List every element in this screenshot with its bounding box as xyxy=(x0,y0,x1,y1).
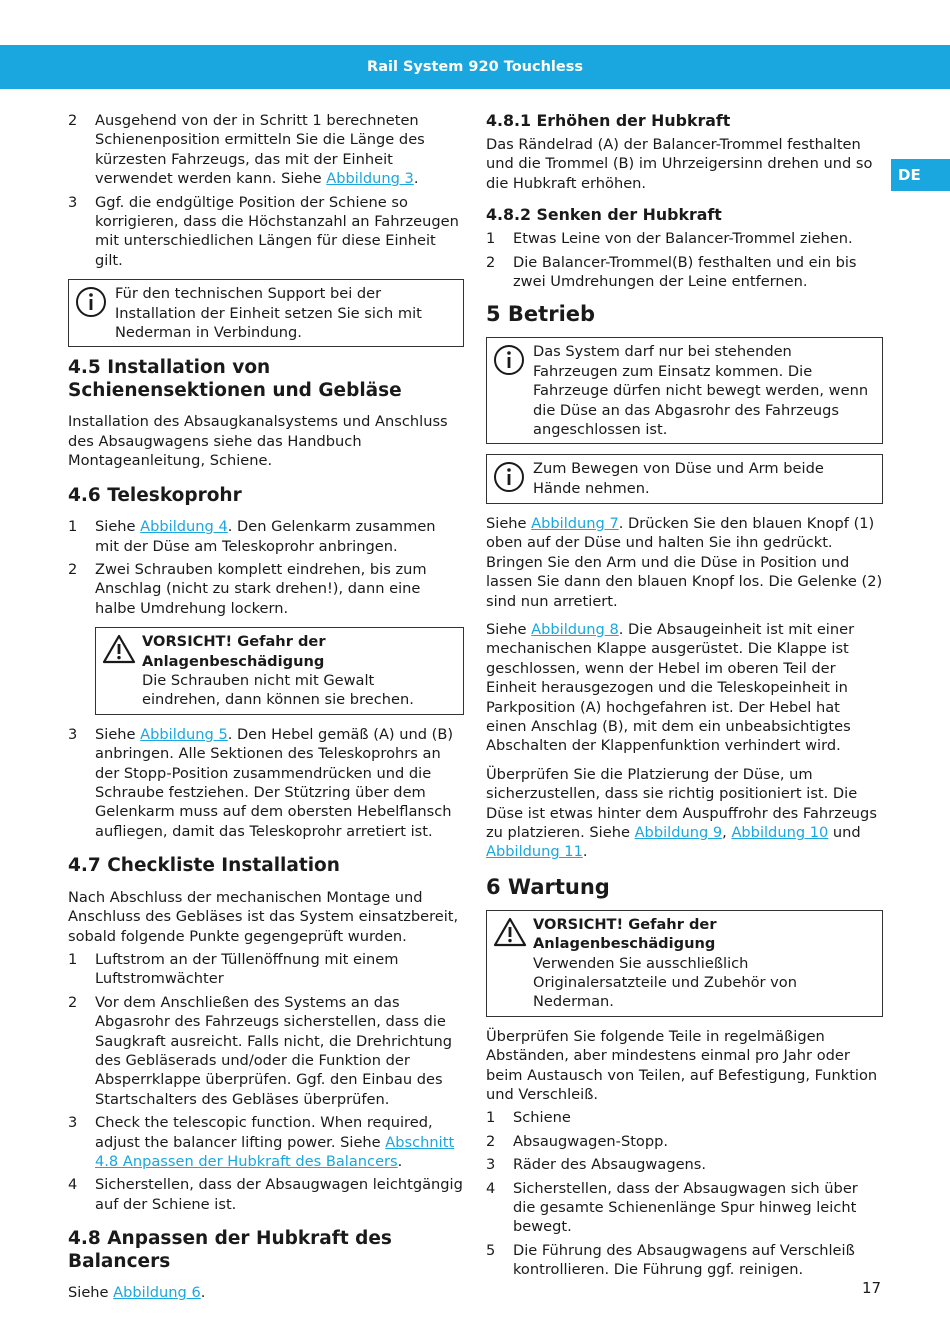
list-item xyxy=(68,725,464,841)
document-header xyxy=(0,45,950,89)
list-item xyxy=(486,1155,883,1174)
info-text: Zum Bewegen von Düse und Arm beide Hände nehmen. xyxy=(533,460,824,497)
info-box xyxy=(68,279,464,347)
warning-icon xyxy=(493,915,533,1012)
language-tab: DE xyxy=(891,159,950,191)
figure-link[interactable]: Abbildung 4 xyxy=(140,518,228,536)
left-column xyxy=(68,111,464,1312)
maintenance-list xyxy=(486,1108,883,1279)
item-number: 2 xyxy=(68,993,78,1011)
figure-link[interactable]: Abbildung 9 xyxy=(634,823,723,841)
item-text: Vor dem Anschließen des Systems an das Abgasrohr des Fahrzeugs sicherstellen, dass die Saugkraft ausreicht. Falls nicht, die Drehrichtung des Gebläserads und/oder die Funktion der Absperrklappe überprüfen. Ggf. den Einbau des Startschalters des Gebläses überprüfen. xyxy=(95,993,452,1108)
list-item xyxy=(486,253,883,292)
item-number: 2 xyxy=(486,253,496,271)
figure-link[interactable]: Abbildung 6 xyxy=(113,1284,201,1302)
list-item xyxy=(486,1132,883,1151)
warning-icon xyxy=(102,632,142,710)
item-text: Zwei Schrauben komplett eindrehen, bis zum Anschlag (nicht zu stark drehen!), dann eine halbe Umdrehung lockern. xyxy=(95,561,427,617)
figure-link[interactable]: Abbildung 5 xyxy=(140,725,228,743)
paragraph: Siehe Abbildung 7. Drücken Sie den blauen Knopf (1) oben auf der Düse und halten Sie ihn gedrückt. Bringen Sie den Arm und die Düse in Position und lassen Sie dann den blauen Knopf los. Die Gelenke (2) sind nun arretiert. xyxy=(486,514,883,610)
item-number: 2 xyxy=(68,561,78,578)
item-text: Die Führung des Absaugwagens auf Verschleiß kontrollieren. Die Führung ggf. reinigen. xyxy=(513,1241,855,1279)
caution-title: VORSICHT! Gefahr der Anlagenbeschädigung xyxy=(142,633,326,670)
item-text: Sicherstellen, dass der Absaugwagen sich über die gesamte Schienenlänge Spur hinweg leicht bewegt. xyxy=(513,1179,858,1236)
item-text: Etwas Leine von der Balancer-Trommel ziehen. xyxy=(513,230,853,248)
right-column xyxy=(486,111,883,1289)
list-item xyxy=(486,229,883,248)
section-heading: 4.8 Anpassen der Hubkraft des Balancers xyxy=(68,1228,392,1272)
item-number: 4 xyxy=(68,1176,78,1194)
item-text: Sicherstellen, dass der Absaugwagen leichtgängig auf der Schiene ist. xyxy=(95,1176,463,1213)
item-text: Schiene xyxy=(513,1109,571,1127)
list-item xyxy=(68,1113,464,1171)
item-number: 3 xyxy=(68,725,78,743)
item-number: 3 xyxy=(68,193,78,211)
item-text: Luftstrom an der Tüllenöffnung mit einem Luftstromwächter xyxy=(95,951,399,988)
section-link[interactable]: Abschnitt 4.8 Anpassen der Hubkraft des Balancers xyxy=(95,1133,455,1171)
item-number: 1 xyxy=(486,1109,496,1127)
figure-link[interactable]: Abbildung 10 xyxy=(731,823,829,841)
paragraph: Überprüfen Sie folgende Teile in regelmäßigen Abständen, aber mindestens einmal pro Jahr oder beim Austausch von Teilen, auf Befestigung, Funktion und Verschleiß. xyxy=(486,1027,878,1104)
info-text: Das System darf nur bei stehenden Fahrzeugen zum Einsatz kommen. Die Fahrzeuge dürfen nicht bewegt werden, wenn die Düse an das Abgasrohr des Fahrzeugs angeschlossen ist. xyxy=(533,343,869,439)
list-item xyxy=(68,950,464,989)
item-text: Räder des Absaugwagens. xyxy=(513,1156,707,1174)
paragraph: Das Rändelrad (A) der Balancer-Trommel festhalten und die Trommel (B) im Uhrzeigersinn drehen und so die Hubkraft erhöhen. xyxy=(486,136,873,192)
item-text: Absaugwagen-Stopp. xyxy=(513,1132,669,1150)
item-text: Die Balancer-Trommel(B) festhalten und ein bis zwei Umdrehungen der Leine entfernen. xyxy=(513,253,857,291)
caution-box xyxy=(486,910,883,1017)
list-item xyxy=(68,193,464,271)
list-item xyxy=(486,1241,883,1280)
item-number: 3 xyxy=(68,1114,78,1132)
list-item xyxy=(68,517,464,556)
paragraph: Nach Abschluss der mechanischen Montage und Anschluss des Gebläses ist das System einsatzbereit, sobald folgende Punkte gegengeprüft wurden. xyxy=(68,888,459,945)
steps-list xyxy=(68,517,464,618)
list-item xyxy=(68,993,464,1109)
item-number: 4 xyxy=(486,1179,496,1197)
paragraph: Siehe Abbildung 8. Die Absaugeinheit ist mit einer mechanischen Klappe ausgerüstet. Die Klappe ist geschlossen, wenn der Hebel im oberen Teil der Einheit herausgezogen und die Teleskopeinheit in Parkposition (A) hochgefahren ist. Der Hebel hat einen Anschlag (B), mit dem ein unbeabsichtigtes Abschalten der Klappenfunktion verhindert wird. xyxy=(486,620,855,755)
list-item xyxy=(486,1179,883,1237)
page-number: 17 xyxy=(862,1279,882,1297)
section-heading: 4.5 Installation von Schienensektionen und Gebläse xyxy=(68,357,402,401)
document-title: Rail System 920 Touchless xyxy=(367,59,583,75)
section-heading: 4.7 Checkliste Installation xyxy=(68,855,340,877)
list-item xyxy=(68,1175,464,1214)
caution-title: VORSICHT! Gefahr der Anlagenbeschädigung xyxy=(533,915,717,953)
figure-link[interactable]: Abbildung 11 xyxy=(486,843,583,861)
intro-list xyxy=(68,111,464,270)
figure-link[interactable]: Abbildung 3 xyxy=(326,170,414,188)
item-number: 2 xyxy=(486,1132,496,1150)
subsection-heading: 4.8.2 Senken der Hubkraft xyxy=(486,205,722,225)
section-heading: 4.6 Teleskoprohr xyxy=(68,484,242,506)
steps-list xyxy=(486,229,883,291)
item-number: 1 xyxy=(68,951,78,968)
figure-link[interactable]: Abbildung 7 xyxy=(531,514,619,532)
checklist xyxy=(68,950,464,1214)
info-icon xyxy=(493,459,533,498)
paragraph: Installation des Absaugkanalsystems und Anschluss des Absaugwagens siehe das Handbuch Montageanleitung, Schiene. xyxy=(68,413,448,470)
steps-list-continued xyxy=(68,725,464,841)
item-text: Siehe Abbildung 4. Den Gelenkarm zusammen mit der Düse am Teleskoprohr anbringen. xyxy=(95,518,436,555)
caution-text: Verwenden Sie ausschließlich Originalersatzteile und Zubehör von Nederman. xyxy=(533,954,797,1011)
list-item xyxy=(486,1108,883,1127)
list-item xyxy=(68,560,464,618)
info-box xyxy=(486,454,883,503)
item-number: 1 xyxy=(68,518,78,536)
info-text: Für den technischen Support bei der Installation der Einheit setzen Sie sich mit Nederman in Verbindung. xyxy=(115,285,422,342)
caution-box xyxy=(95,627,464,715)
info-box xyxy=(486,337,883,444)
item-number: 1 xyxy=(486,230,496,248)
item-text: Ggf. die endgültige Position der Schiene so korrigieren, dass die Höchstanzahl an Fahrzeugen mit unterschiedlichen Längen für diese Einheit gilt. xyxy=(95,193,459,269)
info-icon xyxy=(493,342,533,439)
item-number: 3 xyxy=(486,1156,496,1174)
list-item xyxy=(68,111,464,189)
item-number: 5 xyxy=(486,1241,496,1259)
item-text: Siehe Abbildung 5. Den Hebel gemäß (A) und (B) anbringen. Alle Sektionen des Teleskoprohrs an der Stopp-Position zusammendrücken und die Schraube festziehen. Der Stützring über dem Gelenkarm muss auf dem obersten Hebelflansch aufliegen, damit das Teleskoprohr arretiert ist. xyxy=(95,725,454,840)
subsection-heading: 4.8.1 Erhöhen der Hubkraft xyxy=(486,111,731,130)
caution-text: Die Schrauben nicht mit Gewalt eindrehen, dann können sie brechen. xyxy=(142,672,414,709)
figure-link[interactable]: Abbildung 8 xyxy=(531,620,619,638)
item-number: 2 xyxy=(68,112,78,129)
chapter-heading: 5 Betrieb xyxy=(486,302,596,327)
item-text: Check the telescopic function. When required, adjust the balancer lifting power. Siehe Abschnitt 4.8 Anpassen der Hubkraft des Balancers. xyxy=(95,1114,455,1171)
paragraph: Siehe Abbildung 6. xyxy=(68,1284,206,1302)
paragraph: Überprüfen Sie die Platzierung der Düse, um sicherzustellen, dass sie richtig positioniert ist. Die Düse ist etwas hinter dem Auspuffrohr des Fahrzeugs zu platzieren. Siehe Abbildung 9, Abbildung 10 und Abbildung 11. xyxy=(486,765,877,861)
info-icon xyxy=(75,284,115,342)
item-text: Ausgehend von der in Schritt 1 berechneten Schienenposition ermitteln Sie die Länge des kürzesten Fahrzeugs, das mit der Einheit verwendet werden kann. Siehe Abbildung 3. xyxy=(95,112,425,188)
chapter-heading: 6 Wartung xyxy=(486,874,610,899)
